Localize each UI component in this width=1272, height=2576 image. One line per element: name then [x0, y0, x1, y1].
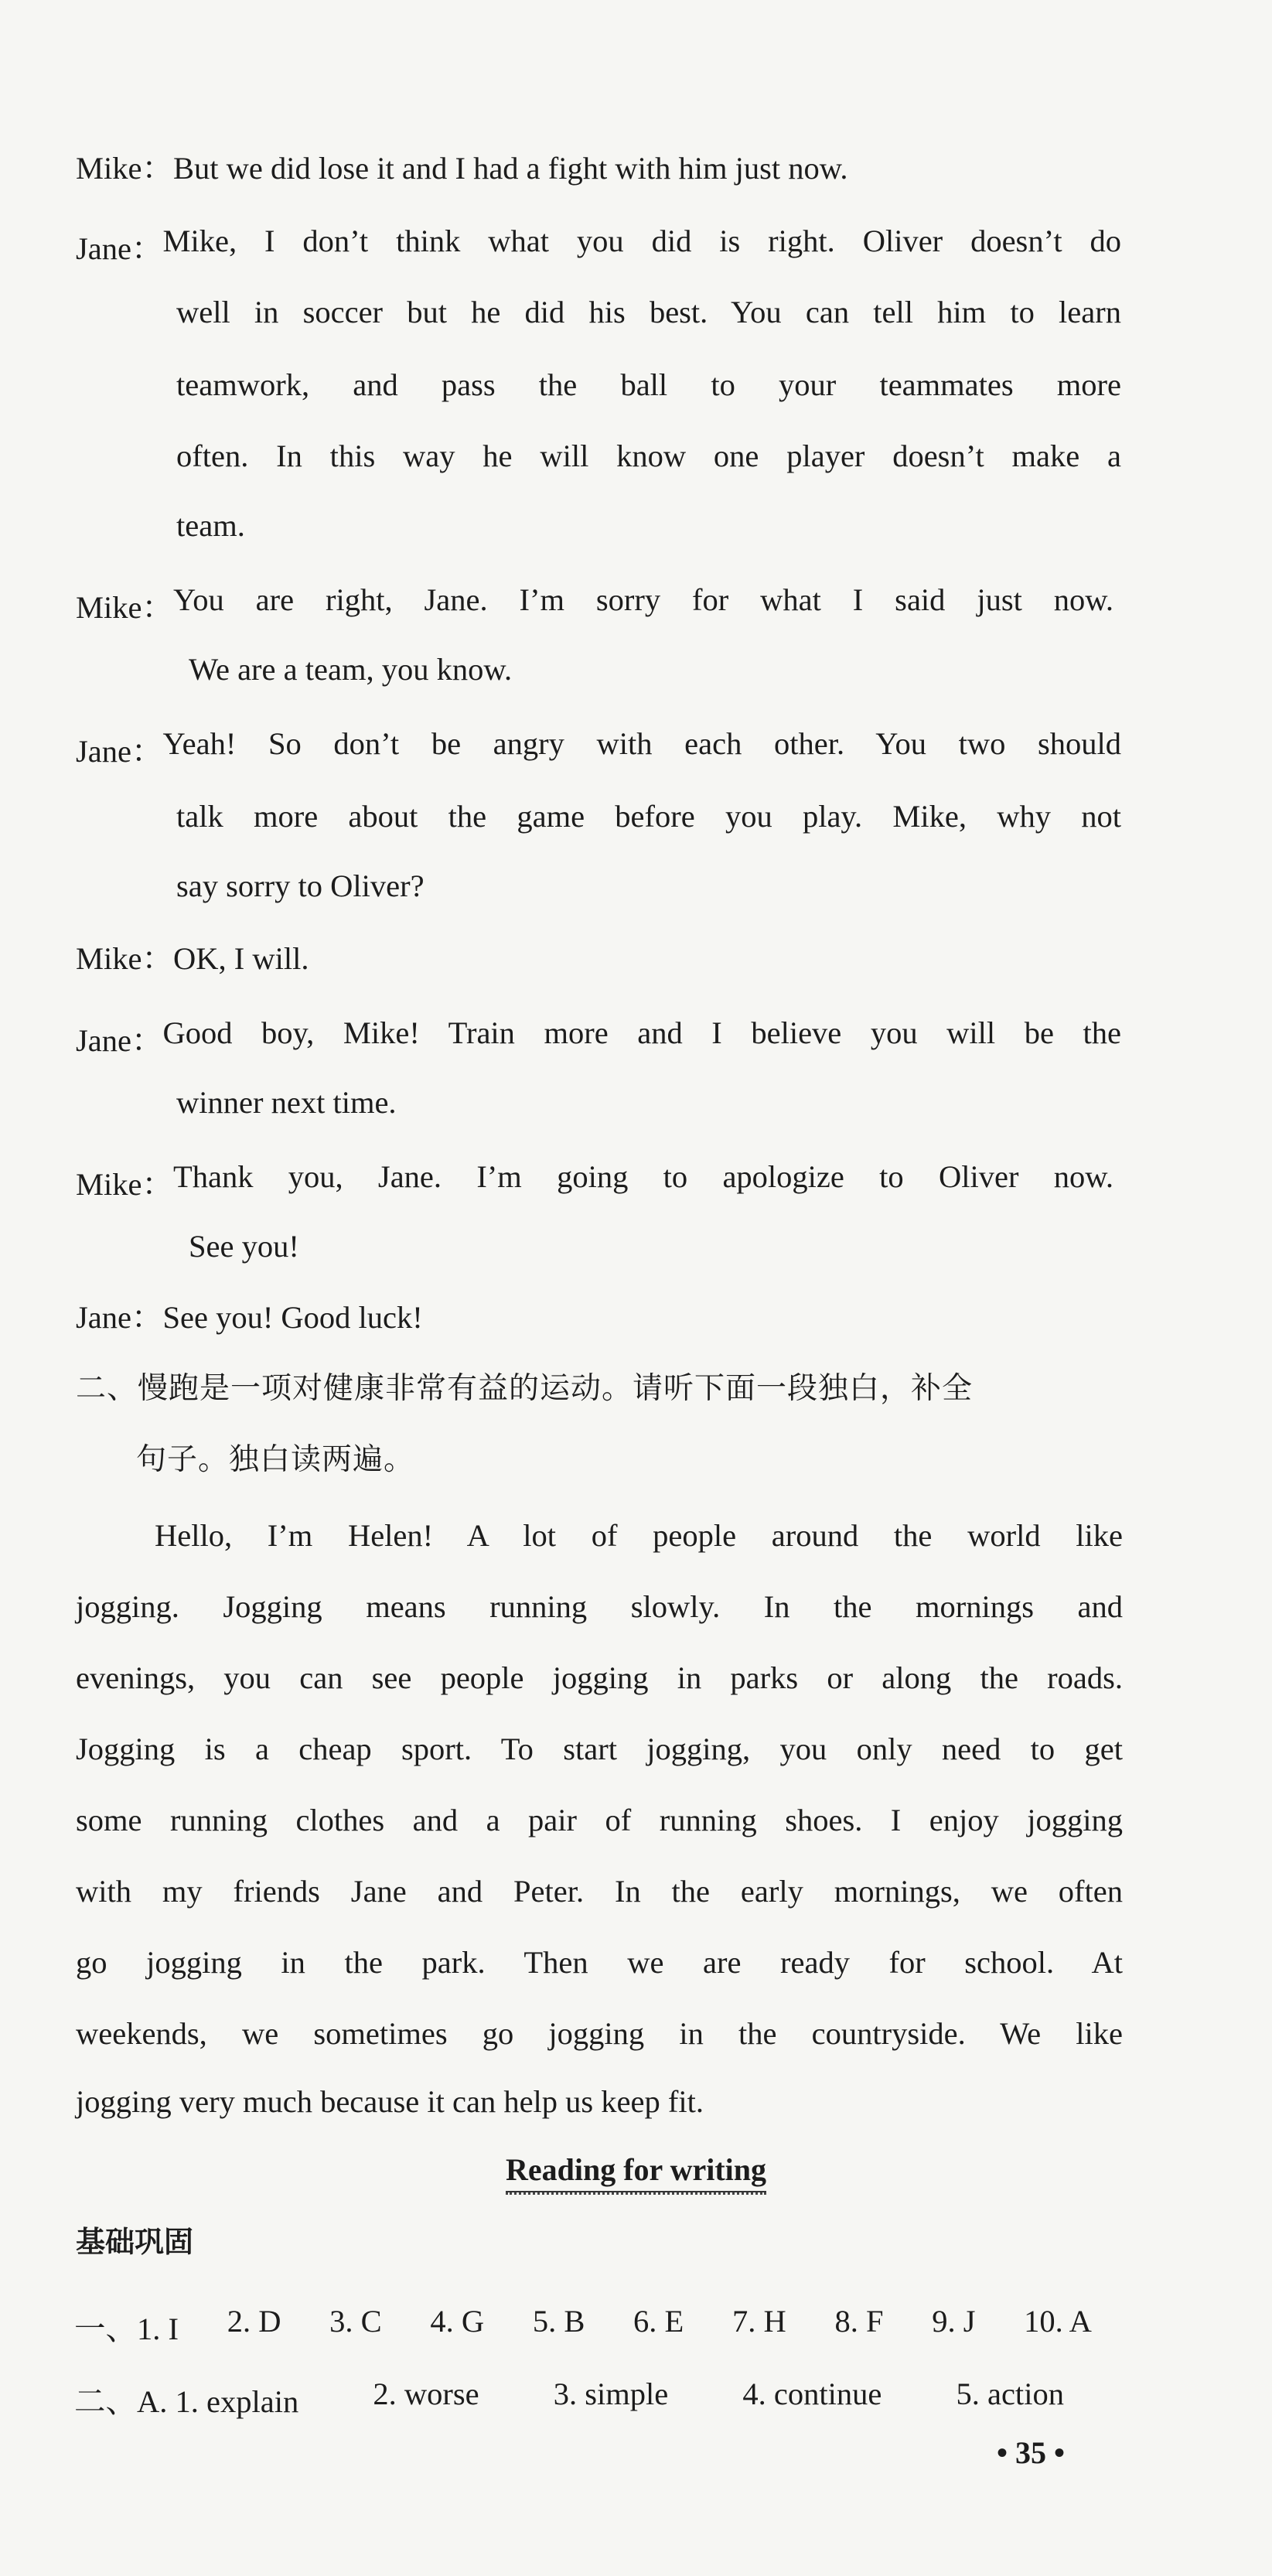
dialogue-line: Mike： Thank you, Jane. I’m going to apologize to Oliver now.	[76, 1159, 1113, 1202]
dialogue-line: Jane：See you! Good luck!	[76, 1300, 423, 1335]
answers-row-1: 一、1. I 2. D 3. C 4. G 5. B 6. E 7. H 8. F 9. J 10. A	[74, 2304, 1092, 2346]
section-heading: Reading for writing	[0, 2151, 1272, 2195]
dialogue-line: See you!	[189, 1229, 299, 1264]
dialogue-line: well in soccer but he did his best. You can tell him to learn	[176, 295, 1121, 329]
passage-line: weekends, we sometimes go jogging in the countryside. We like	[76, 2016, 1123, 2051]
dialogue-line: Jane： Good boy, Mike! Train more and I believe you will be the	[76, 1015, 1121, 1058]
passage-line: some running clothes and a pair of running shoes. I enjoy jogging	[76, 1803, 1123, 1837]
dialogue-line: Mike： You are right, Jane. I’m sorry for what I said just now.	[76, 582, 1113, 625]
dialogue-line: teamwork, and pass the ball to your teammates more	[176, 367, 1121, 402]
passage-line: with my friends Jane and Peter. In the early mornings, we often	[76, 1874, 1123, 1909]
dialogue-line: team.	[176, 508, 245, 543]
section2-instruction-cont: 句子。独白读两遍。	[136, 1442, 415, 1477]
dialogue-line: say sorry to Oliver?	[176, 868, 425, 903]
passage-line: Hello, I’m Helen! A lot of people around the world like	[155, 1518, 1123, 1553]
dialogue-line: often. In this way he will know one player doesn’t make a	[176, 438, 1121, 473]
dialogue-line: Jane： Mike, I don’t think what you did is right. Oliver doesn’t do	[76, 223, 1121, 266]
dialogue-line: Mike：OK, I will.	[76, 941, 309, 976]
page-number: • 35 •	[996, 2435, 1065, 2470]
basics-heading: 基础巩固	[76, 2225, 194, 2259]
passage-line: Jogging is a cheap sport. To start jogging, you only need to get	[76, 1732, 1123, 1766]
passage-line: jogging very much because it can help us keep fit.	[76, 2084, 704, 2119]
passage-line: jogging. Jogging means running slowly. In the mornings and	[76, 1589, 1123, 1624]
dialogue-line: Jane： Yeah! So don’t be angry with each other. You two should	[76, 726, 1121, 769]
answers-row-2: 二、A. 1. explain 2. worse 3. simple 4. continue 5. action	[74, 2376, 1064, 2419]
dialogue-line: talk more about the game before you play. Mike, why not	[176, 799, 1121, 834]
dialogue-line: winner next time.	[176, 1085, 397, 1120]
dialogue-line: We are a team, you know.	[189, 652, 513, 687]
passage-line: go jogging in the park. Then we are ready for school. At	[76, 1945, 1123, 1980]
passage-line: evenings, you can see people jogging in parks or along the roads.	[76, 1660, 1123, 1695]
section2-instruction: 二、慢跑是一项对健康非常有益的运动。请听下面一段独白，补全	[76, 1371, 974, 1406]
dialogue-line: Mike：But we did lose it and I had a fight with him just now.	[76, 151, 848, 186]
